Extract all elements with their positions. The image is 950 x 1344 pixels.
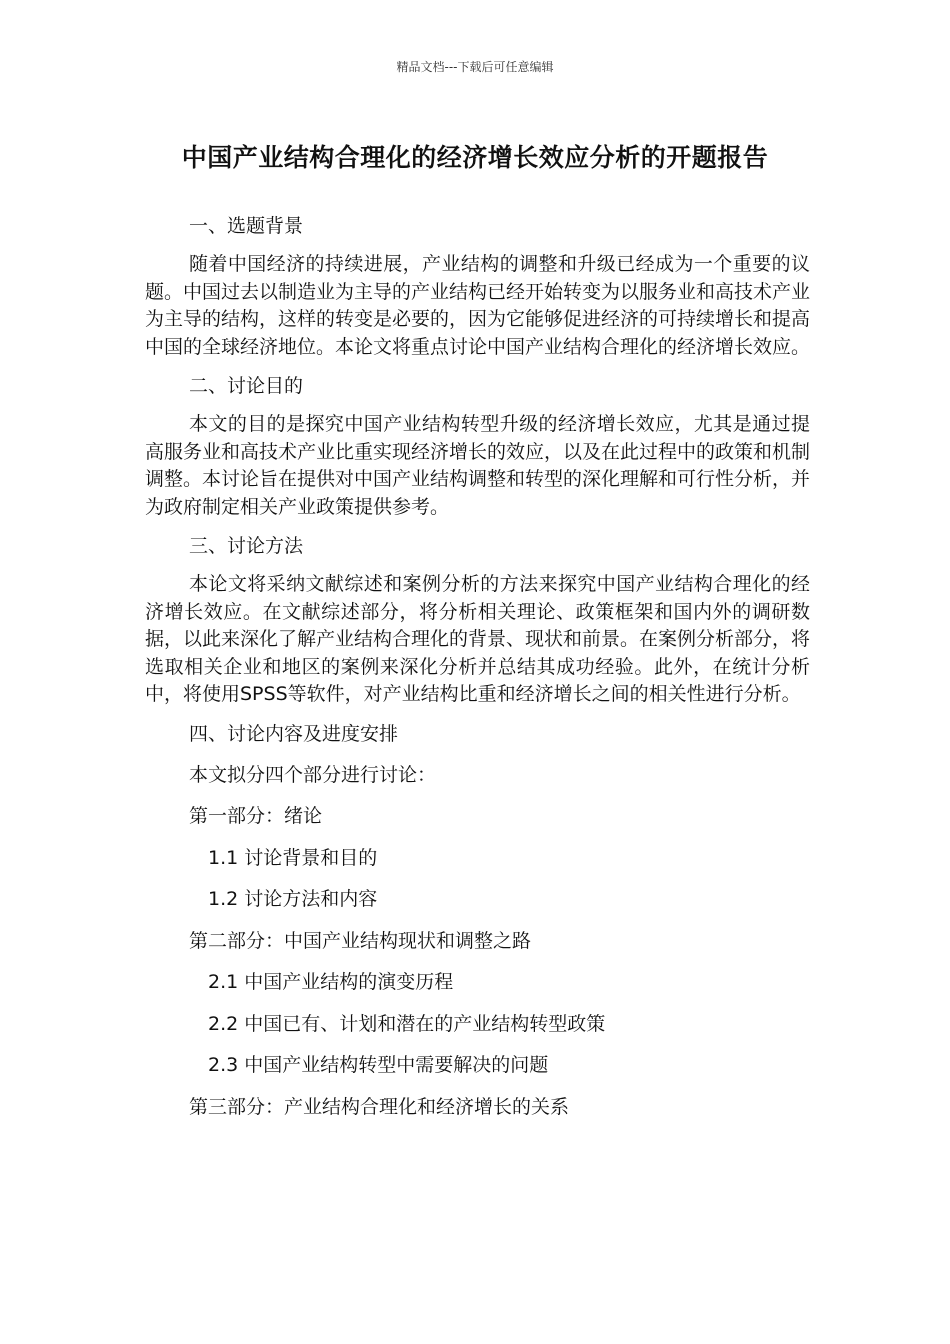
- outline-item-2-2: 2.2 中国已有、计划和潜在的产业结构转型政策: [208, 1012, 606, 1035]
- document-title: 中国产业结构合理化的经济增长效应分析的开题报告: [181, 143, 769, 172]
- outline-part-2: 第二部分：中国产业结构现状和调整之路: [189, 929, 532, 952]
- section-heading-method: 三、讨论方法: [189, 535, 304, 557]
- outline-item-1-2: 1.2 讨论方法和内容: [208, 888, 378, 910]
- outline-intro: 本文拟分四个部分进行讨论：: [189, 763, 437, 786]
- outline-part-1: 第一部分：绪论: [189, 805, 323, 827]
- section-heading-background: 一、选题背景: [189, 215, 304, 237]
- outline-item-1-1: 1.1 讨论背景和目的: [208, 846, 378, 869]
- section-heading-purpose: 二、讨论目的: [189, 375, 304, 397]
- outline-item-2-3: 2.3 中国产业结构转型中需要解决的问题: [208, 1054, 549, 1076]
- section-paragraph-background: 随着中国经济的持续进展，产业结构的调整和升级已经成为一个重要的议题。中国过去以制造业为主导的产业结构已经开始转变为以服务业和高技术产业为主导的结构，这样的转变是必要的，因为它能够促进经济的可持续增长和提高中国的全球经济地位。本论文将重点讨论中国产业结构合理化的经济增长效应。: [145, 253, 811, 358]
- section-paragraph-method: 本论文将采纳文献综述和案例分析的方法来探究中国产业结构合理化的经济增长效应。在文献综述部分，将分析相关理论、政策框架和国内外的调研数据，以此来深化了解产业结构合理化的背景、现状和前景。在案例分析部分，将选取相关企业和地区的案例来深化分析并总结其成功经验。此外，在统计分析中，将使用SPSS等软件，对产业结构比重和经济增长之间的相关性进行分析。: [145, 573, 811, 705]
- outline-part-3: 第三部分：产业结构合理化和经济增长的关系: [189, 1095, 570, 1118]
- section-paragraph-purpose: 本文的目的是探究中国产业结构转型升级的经济增长效应，尤其是通过提高服务业和高技术产业比重实现经济增长的效应，以及在此过程中的政策和机制调整。本讨论旨在提供对中国产业结构调整和转型的深化理解和可行性分析，并为政府制定相关产业政策提供参考。: [145, 413, 811, 518]
- page-header-watermark: 精品文档---下载后可任意编辑: [396, 60, 554, 74]
- outline-item-2-1: 2.1 中国产业结构的演变历程: [208, 971, 454, 993]
- document-body: [145, 212, 810, 1135]
- section-heading-schedule: 四、讨论内容及进度安排: [189, 722, 399, 745]
